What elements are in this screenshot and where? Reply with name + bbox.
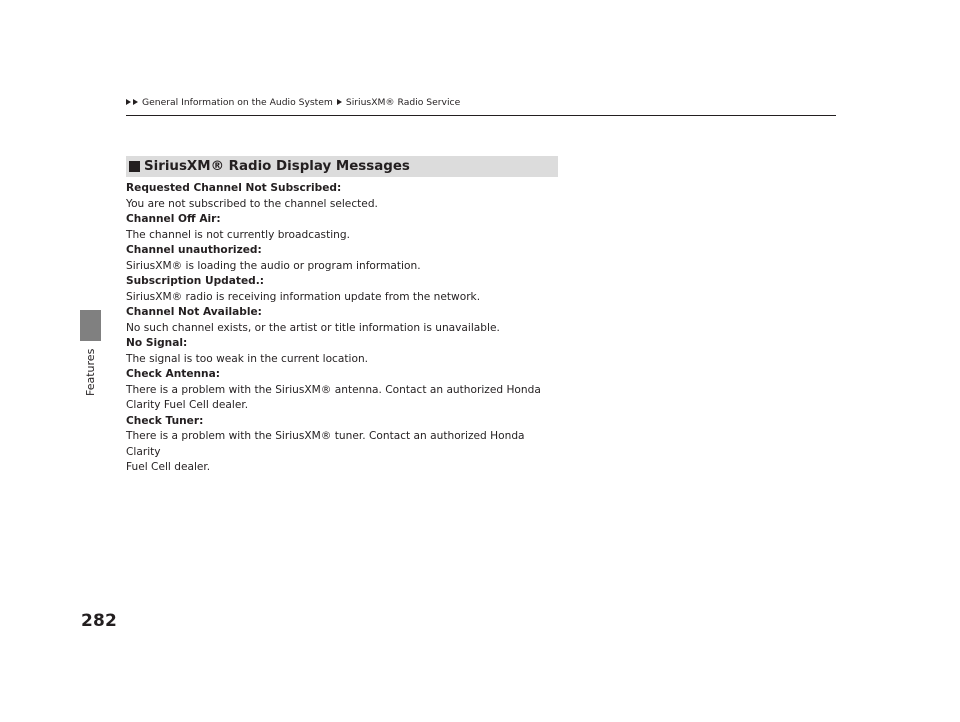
section-side-tab xyxy=(80,310,101,341)
message-item xyxy=(126,243,556,274)
message-description: You are not subscribed to the channel selected. xyxy=(126,197,378,210)
message-item xyxy=(126,181,556,212)
message-title: Channel unauthorized: xyxy=(126,244,262,256)
message-title: Channel Not Available: xyxy=(126,306,262,318)
message-title: No Signal: xyxy=(126,337,188,349)
message-item xyxy=(126,336,556,367)
message-description: SiriusXM® is loading the audio or program information. xyxy=(126,259,421,272)
message-description: The signal is too weak in the current location. xyxy=(126,352,369,365)
message-item xyxy=(126,414,556,476)
message-title: Check Antenna: xyxy=(126,368,220,380)
message-title: Channel Off Air: xyxy=(126,213,221,225)
message-description: There is a problem with the SiriusXM® tuner. Contact an authorized Honda Clarity xyxy=(126,430,525,458)
message-description: No such channel exists, or the artist or title information is unavailable. xyxy=(126,321,500,334)
section-header xyxy=(126,156,558,177)
message-title: Check Tuner: xyxy=(126,414,204,427)
message-description: Fuel Cell dealer. xyxy=(126,461,211,473)
section-title: SiriusXM® Radio Display Messages xyxy=(144,159,410,174)
message-description: There is a problem with the SiriusXM® antenna. Contact an authorized Honda xyxy=(126,383,541,396)
display-messages-list xyxy=(126,181,556,476)
breadcrumb-item-audio-system[interactable]: General Information on the Audio System xyxy=(142,96,333,108)
message-description: Clarity Fuel Cell dealer. xyxy=(126,399,249,411)
message-item xyxy=(126,367,556,414)
section-square-icon xyxy=(129,161,140,172)
message-title: Requested Channel Not Subscribed: xyxy=(126,182,342,194)
message-item xyxy=(126,274,556,305)
breadcrumb-arrow-icon xyxy=(126,99,131,105)
page-number: 282 xyxy=(81,611,118,631)
header-divider xyxy=(126,115,836,116)
message-item xyxy=(126,212,556,243)
message-item xyxy=(126,305,556,336)
side-section-label: Features xyxy=(84,348,97,396)
breadcrumb-arrow-icon xyxy=(133,99,138,105)
message-title: Subscription Updated.: xyxy=(126,275,264,287)
message-description: The channel is not currently broadcasting. xyxy=(126,228,350,241)
message-description: SiriusXM® radio is receiving information update from the network. xyxy=(126,290,481,303)
breadcrumb xyxy=(126,95,460,109)
breadcrumb-arrow-icon xyxy=(337,99,342,105)
breadcrumb-item-siriusxm-service[interactable]: SiriusXM® Radio Service xyxy=(345,96,461,108)
